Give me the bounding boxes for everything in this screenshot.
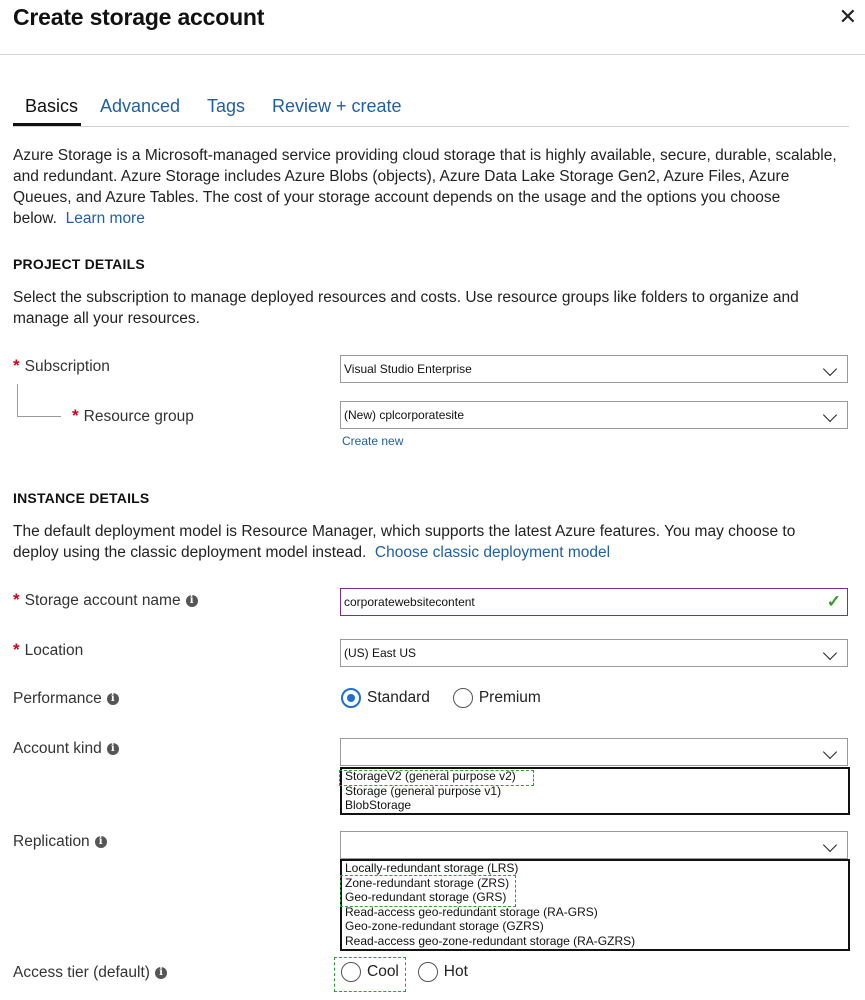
account-kind-option[interactable]: BlobStorage: [345, 798, 412, 812]
info-icon[interactable]: i: [107, 693, 119, 705]
required-asterisk: *: [13, 640, 20, 659]
replication-option[interactable]: Zone-redundant storage (ZRS): [345, 875, 510, 890]
close-icon[interactable]: ✕: [838, 4, 857, 29]
radio-premium[interactable]: [453, 688, 473, 708]
subscription-value: Visual Studio Enterprise: [344, 362, 472, 376]
page-title: Create storage account: [13, 4, 265, 30]
performance-radio-group: [341, 688, 541, 708]
radio-hot[interactable]: [418, 962, 438, 982]
resource-group-value: (New) cplcorporatesite: [344, 408, 465, 422]
required-asterisk: *: [13, 356, 20, 375]
info-icon[interactable]: i: [155, 967, 167, 979]
replication-label: Replication i: [13, 833, 107, 851]
replication-options: [340, 859, 850, 951]
classic-deployment-link[interactable]: Choose classic deployment model: [374, 544, 611, 561]
access-tier-radio-group: [341, 962, 468, 982]
intro-paragraph: [13, 145, 843, 229]
chevron-down-icon: [823, 745, 837, 759]
location-dropdown[interactable]: [340, 639, 848, 667]
resource-group-dropdown[interactable]: [340, 401, 848, 429]
chevron-down-icon: [823, 646, 837, 660]
account-kind-options: [340, 767, 850, 815]
radio-cool[interactable]: [341, 962, 361, 982]
required-asterisk: *: [13, 590, 20, 609]
location-label: * Location: [13, 640, 84, 659]
radio-cool-label[interactable]: Cool: [367, 963, 399, 980]
instance-details-heading: INSTANCE DETAILS: [13, 490, 150, 506]
performance-label: Performance i: [13, 690, 119, 708]
info-icon[interactable]: i: [95, 836, 107, 848]
info-icon[interactable]: i: [107, 743, 119, 755]
tab-advanced[interactable]: Advanced: [100, 96, 181, 116]
access-tier-label: Access tier (default) i: [13, 964, 167, 982]
info-icon[interactable]: i: [186, 595, 198, 607]
subscription-label: * Subscription: [13, 356, 110, 375]
chevron-down-icon: [823, 362, 837, 376]
tab-review-create[interactable]: Review + create: [272, 96, 402, 116]
project-description: Select the subscription to manage deployed resources and costs. Use resource groups like folders to organize and manage all your resources.: [13, 289, 799, 327]
create-new-link[interactable]: Create new: [342, 434, 404, 448]
storage-account-name-label: * Storage account name i: [13, 590, 198, 610]
replication-option[interactable]: Geo-zone-redundant storage (GZRS): [345, 919, 544, 933]
instance-description: The default deployment model is Resource Manager, which supports the latest Azure features. You may choose to deploy using the classic deployment model instead. Choose classic deployment model: [13, 523, 796, 561]
tree-connector: [17, 384, 18, 416]
storage-account-name-input[interactable]: [340, 588, 848, 616]
learn-more-link[interactable]: Learn more: [65, 210, 145, 227]
radio-standard-label[interactable]: Standard: [367, 689, 430, 706]
account-kind-dropdown[interactable]: [340, 738, 848, 766]
tabs-divider: [13, 126, 849, 127]
required-asterisk: *: [72, 406, 79, 425]
intro-text: Azure Storage is a Microsoft-managed service providing cloud storage that is highly available, secure, durable, scalable, and redundant. Azure Storage includes Azure Blobs (objects), Azure Data Lake Storage Gen2, Azure Files, Azure Queues, and Azure Tables. The cost of your storage account depends on the usage and the options you choose below.: [13, 147, 837, 227]
tab-basics[interactable]: Basics: [25, 96, 79, 116]
replication-option[interactable]: Read-access geo-redundant storage (RA-GRS): [345, 904, 598, 919]
checkmark-icon: ✓: [826, 592, 841, 611]
chevron-down-icon: [823, 838, 837, 852]
replication-dropdown[interactable]: [340, 831, 848, 859]
radio-hot-label[interactable]: Hot: [443, 963, 468, 980]
replication-option[interactable]: Geo-redundant storage (GRS): [345, 890, 507, 904]
replication-option[interactable]: Locally-redundant storage (LRS): [345, 861, 519, 875]
chevron-down-icon: [823, 408, 837, 422]
tree-connector: [17, 416, 61, 417]
project-details-heading: PROJECT DETAILS: [13, 256, 145, 272]
radio-standard[interactable]: [341, 688, 361, 708]
tab-tags[interactable]: Tags: [207, 96, 246, 116]
subscription-dropdown[interactable]: [340, 355, 848, 383]
storage-account-name-value: corporatewebsitecontent: [344, 595, 475, 609]
resource-group-label: * Resource group: [72, 406, 194, 425]
account-kind-option[interactable]: StorageV2 (general purpose v2): [345, 769, 516, 783]
account-kind-label: Account kind i: [13, 740, 119, 758]
location-value: (US) East US: [344, 646, 417, 660]
header-divider: [0, 54, 865, 55]
account-kind-option[interactable]: Storage (general purpose v1): [345, 783, 502, 798]
radio-premium-label[interactable]: Premium: [478, 689, 541, 706]
replication-option[interactable]: Read-access geo-zone-redundant storage (RA-GZRS): [345, 933, 636, 948]
